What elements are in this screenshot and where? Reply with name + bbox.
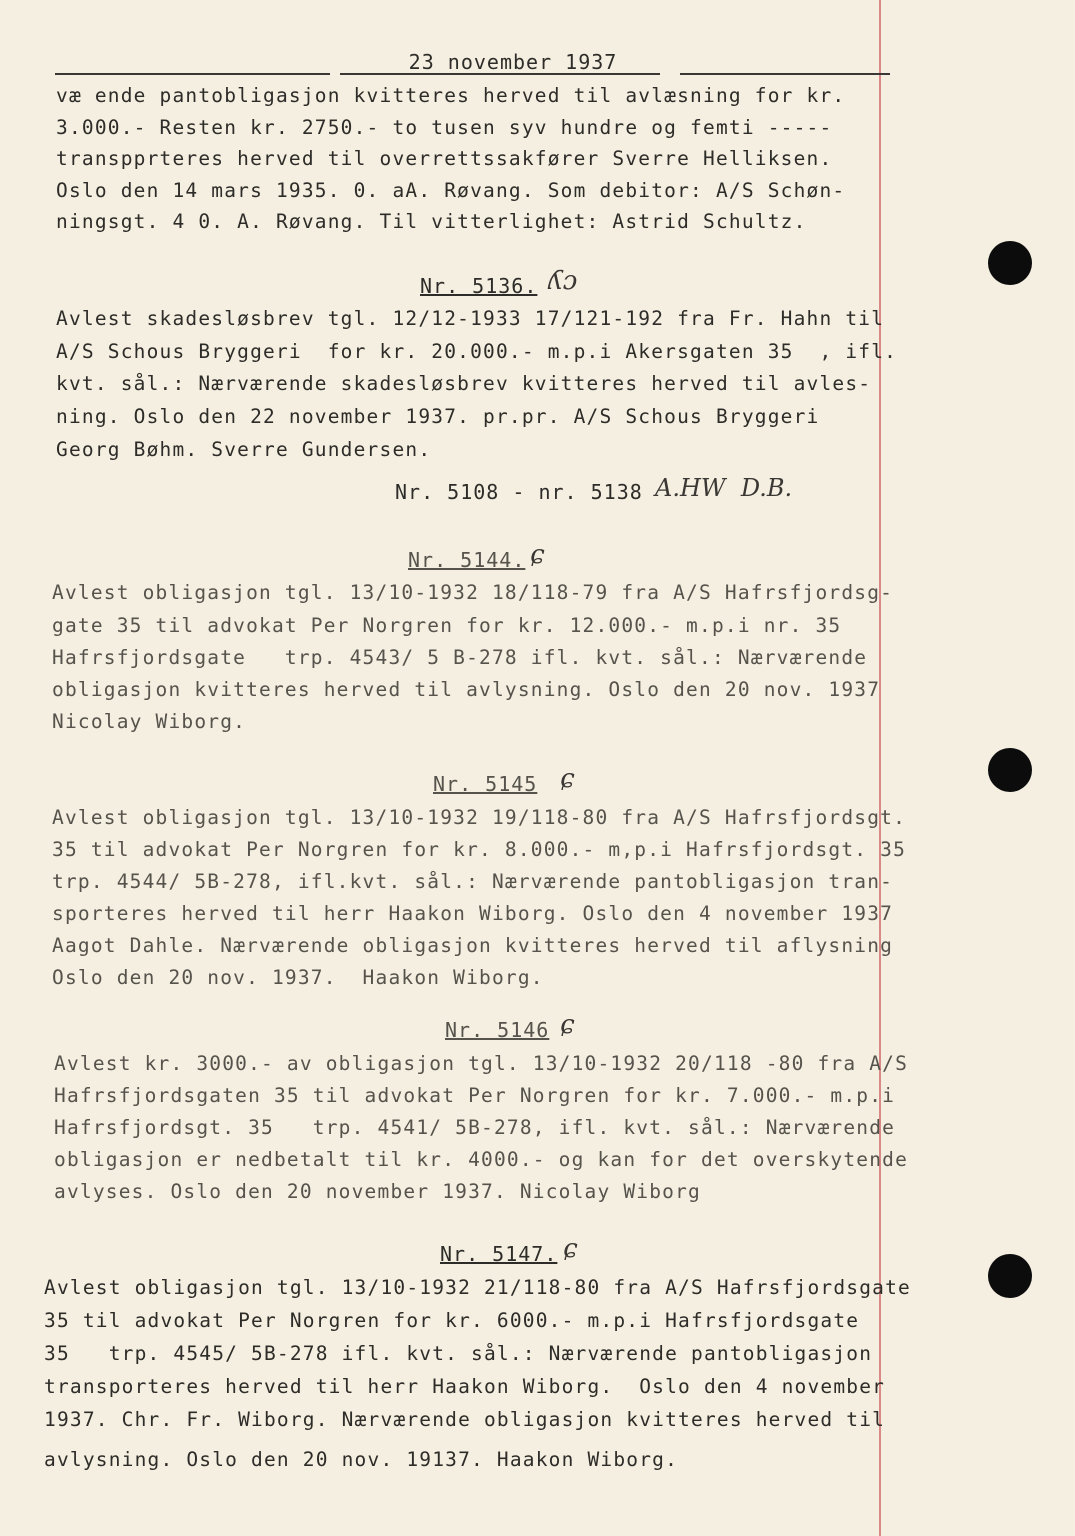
text-line: 3.000.- Resten kr. 2750.- to tusen syv hundre og femti ----- [56, 116, 833, 139]
text-line: Hafrsfjordsgaten 35 til advokat Per Norgren for kr. 7.000.- m.p.i [54, 1084, 896, 1107]
text-line: A/S Schous Bryggeri for kr. 20.000.- m.p.i Akersgaten 35 , ifl. [56, 340, 898, 363]
text-line: Avlest kr. 3000.- av obligasjon tgl. 13/10-1932 20/118 -80 fra A/S [54, 1052, 909, 1075]
text-line: transporteres herved til herr Haakon Wiborg. Oslo den 4 november [44, 1375, 886, 1398]
text-line: Avlest obligasjon tgl. 13/10-1932 21/118-80 fra A/S Hafrsfjordsgate [44, 1276, 911, 1299]
text-line: Avlest skadesløsbrev tgl. 12/12-1933 17/121-192 fra Fr. Hahn til [56, 307, 885, 330]
text-line: Georg Bøhm. Sverre Gundersen. [56, 438, 432, 461]
text-line: Aagot Dahle. Nærværende obligasjon kvitteres herved til aflysning [52, 934, 894, 957]
header-rule-left [55, 73, 330, 75]
text-line: gate 35 til advokat Per Norgren for kr. 12.000.- m.p.i nr. 35 [52, 614, 842, 637]
text-line: obligasjon kvitteres herved til avlysning. Oslo den 20 nov. 1937 [52, 678, 881, 701]
text-line: Avlest obligasjon tgl. 13/10-1932 19/118-80 fra A/S Hafrsfjordsgt. [52, 806, 907, 829]
binder-hole [988, 241, 1032, 285]
clerk-initials: ʎɔ [548, 266, 578, 296]
text-line: Avlest obligasjon tgl. 13/10-1932 18/118-79 fra A/S Hafrsfjordsg- [52, 581, 894, 604]
entry-number: Nr. 5144. [408, 548, 526, 572]
entry-number: Nr. 5146 [445, 1018, 550, 1042]
page-date-header: 23 november 1937 [408, 50, 618, 74]
text-line: trp. 4544/ 5B-278, ifl.kvt. sål.: Nærværende pantobligasjon tran- [52, 870, 894, 893]
clerk-initials: ɕ [530, 540, 545, 570]
binder-hole [988, 1254, 1032, 1298]
text-line: avlyses. Oslo den 20 november 1937. Nicolay Wiborg [54, 1180, 701, 1203]
text-line: Hafrsfjordsgt. 35 trp. 4541/ 5B-278, ifl. kvt. sål.: Nærværende [54, 1116, 896, 1139]
text-line: 35 trp. 4545/ 5B-278 ifl. kvt. sål.: Nærværende pantobligasjon [44, 1342, 873, 1365]
text-line: ningsgt. 4 0. A. Røvang. Til vitterlighet: Astrid Schultz. [56, 210, 807, 233]
text-line: Oslo den 14 mars 1935. 0. aA. Røvang. Som debitor: A/S Schøn- [56, 179, 846, 202]
clerk-initials: ɕ [560, 1010, 575, 1040]
text-line: Nicolay Wiborg. [52, 710, 247, 733]
text-line: transpprteres herved til overrettssakfører Sverre Helliksen. [56, 147, 833, 170]
text-line: 35 til advokat Per Norgren for kr. 6000.- m.p.i Hafrsfjordsgate [44, 1309, 860, 1332]
binder-hole [988, 748, 1032, 792]
text-line: sporteres herved til herr Haakon Wiborg. Oslo den 4 november 1937 [52, 902, 894, 925]
entry-number: Nr. 5136. [420, 274, 538, 298]
text-line: 1937. Chr. Fr. Wiborg. Nærværende obligasjon kvitteres herved til [44, 1408, 886, 1431]
text-line: obligasjon er nedbetalt til kr. 4000.- og kan for det overskytende [54, 1148, 909, 1171]
clerk-initials: ɕ [563, 1234, 578, 1264]
entry-number: Nr. 5145 [433, 772, 538, 796]
handwritten-signature: A.HW D.B. [655, 474, 793, 502]
text-line: væ ende pantobligasjon kvitteres herved til avlæsning for kr. [56, 84, 846, 107]
range-note: Nr. 5108 - nr. 5138 [395, 480, 643, 504]
clerk-initials: ɕ [560, 764, 575, 794]
text-line: Oslo den 20 nov. 1937. Haakon Wiborg. [52, 966, 544, 989]
text-line: kvt. sål.: Nærværende skadesløsbrev kvitteres herved til avles- [56, 372, 872, 395]
text-line: Hafrsfjordsgate trp. 4543/ 5 B-278 ifl. kvt. sål.: Nærværende [52, 646, 868, 669]
entry-number: Nr. 5147. [440, 1242, 558, 1266]
header-rule-right [680, 73, 890, 75]
text-line: 35 til advokat Per Norgren for kr. 8.000.- m,p.i Hafrsfjordsgt. 35 [52, 838, 907, 861]
margin-line [879, 0, 881, 1536]
text-line: ning. Oslo den 22 november 1937. pr.pr. A/S Schous Bryggeri [56, 405, 820, 428]
text-line: avlysning. Oslo den 20 nov. 19137. Haakon Wiborg. [44, 1448, 679, 1471]
